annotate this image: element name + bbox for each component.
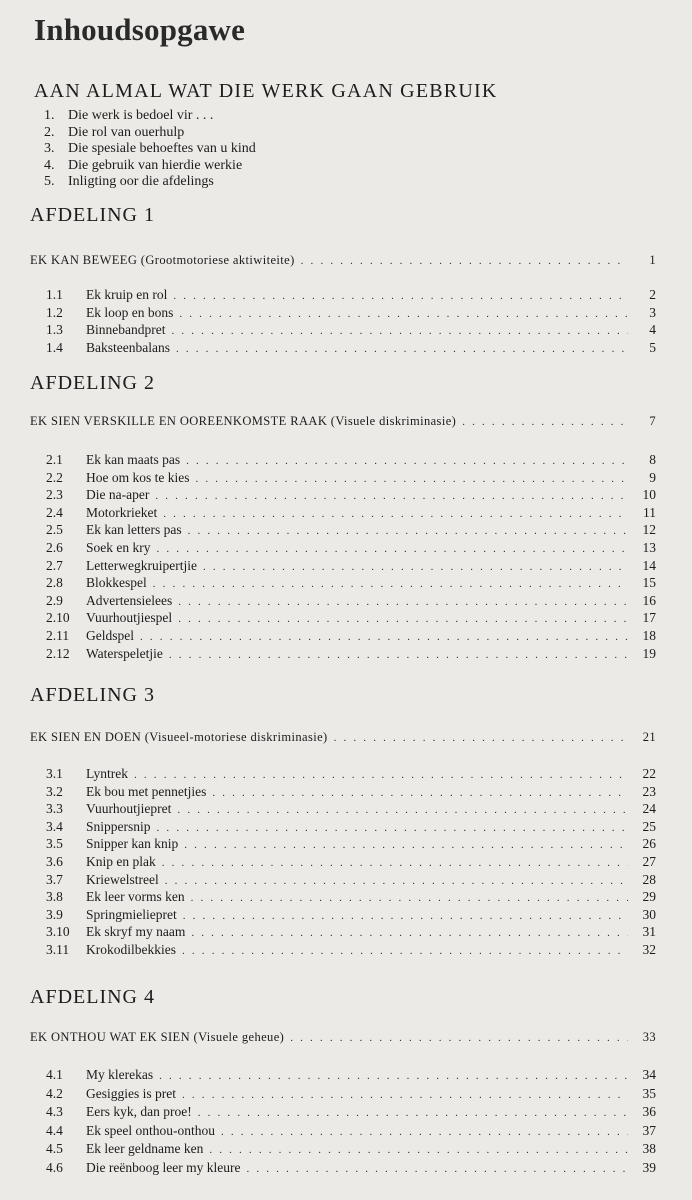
entry-number: 1.1: [46, 287, 63, 302]
entry-title: Ek kan maats pas: [86, 452, 181, 467]
page-number: 1: [649, 253, 656, 267]
page-number: 24: [642, 801, 656, 817]
entry-title: Knip en plak: [86, 854, 156, 869]
dot-leader: [191, 892, 628, 904]
page-number: 18: [642, 628, 656, 643]
toc-entry: [46, 1067, 656, 1083]
page-number: 14: [642, 557, 656, 573]
entry-number: 1.4: [46, 340, 63, 356]
page-number: 13: [642, 540, 656, 555]
chapter-entry: [30, 253, 656, 268]
intro-item: 5. Inligting oor die afdelings: [44, 174, 214, 189]
entry-title: My klerekas: [86, 1067, 154, 1082]
intro-heading: AAN ALMAL WAT DIE WERK GAAN GEBRUIK: [34, 80, 498, 102]
dot-leader: [177, 804, 628, 816]
entry-title: Eers kyk, dan proe!: [86, 1104, 192, 1119]
dot-leader: [212, 787, 628, 799]
toc-entry: [46, 854, 656, 870]
page-number: 15: [642, 575, 656, 591]
entry-title: Lyntrek: [86, 766, 128, 781]
page-number: 35: [642, 1085, 656, 1101]
toc-entry: [46, 305, 656, 321]
chapter-entry: [30, 414, 656, 429]
entry-title: Hoe om kos te kies: [86, 469, 190, 485]
dot-leader: [186, 455, 628, 467]
entry-title: Gesiggies is pret: [86, 1085, 176, 1101]
page-number: 7: [649, 414, 656, 428]
toc-entry: [46, 505, 656, 521]
dot-leader: [184, 839, 628, 851]
section-heading: AFDELING 3: [30, 684, 155, 706]
entry-number: 4.1: [46, 1067, 63, 1082]
page-number: 34: [642, 1067, 656, 1082]
dot-leader: [183, 910, 628, 922]
page-number: 39: [642, 1159, 656, 1175]
toc-entry: [46, 322, 656, 338]
entry-title: Ek bou met pennetjies: [86, 783, 207, 799]
page-number: 2: [649, 287, 656, 302]
entry-number: 2.6: [46, 540, 63, 555]
entry-title: Soek en kry: [86, 540, 151, 555]
dot-leader: [246, 1163, 628, 1175]
toc-entry: [46, 1123, 656, 1139]
toc-entry: [46, 522, 656, 538]
intro-item: 2. Die rol van ouerhulp: [44, 124, 185, 140]
entry-number: 3.3: [46, 801, 63, 817]
page-number: 38: [642, 1141, 656, 1156]
dot-leader: [163, 508, 628, 520]
toc-entry: [46, 340, 656, 356]
dot-leader: [290, 1032, 628, 1044]
entry-title: Snippersnip: [86, 818, 151, 834]
page-number: 26: [642, 836, 656, 852]
toc-entry: [46, 836, 656, 852]
entry-title: Die na-aper: [86, 487, 150, 503]
entry-title: Ek skryf my naam: [86, 924, 186, 940]
toc-entry: [46, 628, 656, 644]
intro-list: [44, 108, 256, 191]
dot-leader: [301, 255, 628, 267]
toc-entry: [46, 801, 656, 817]
toc-entry: [46, 907, 656, 923]
page-number: 25: [642, 818, 656, 834]
dot-leader: [140, 631, 628, 643]
toc-entry: [46, 610, 656, 626]
dot-leader: [221, 1126, 628, 1138]
intro-item: 1. Die werk is bedoel vir . . .: [44, 108, 214, 123]
entry-number: 3.8: [46, 889, 63, 905]
entry-number: 2.5: [46, 522, 63, 538]
entry-title: Ek loop en bons: [86, 304, 174, 320]
dot-leader: [462, 416, 628, 428]
dot-leader: [179, 308, 628, 320]
entry-title: Vuurhoutjiepret: [86, 801, 172, 817]
page-number: 8: [649, 452, 656, 467]
dot-leader: [182, 1089, 628, 1101]
page-number: 29: [642, 889, 656, 905]
dot-leader: [153, 578, 628, 590]
entry-number: 2.4: [46, 504, 63, 520]
toc-entry: [46, 646, 656, 662]
chapter-title: EK KAN BEWEEG (Grootmotoriese aktiwiteite): [30, 253, 295, 267]
entry-number: 2.2: [46, 469, 63, 485]
entry-number: 3.1: [46, 766, 63, 781]
page-number: 31: [642, 924, 656, 940]
entry-title: Springmieliepret: [86, 906, 177, 922]
entry-number: 3.2: [46, 783, 63, 799]
toc-entry: [46, 889, 656, 905]
page-number: 23: [642, 783, 656, 799]
entry-number: 2.7: [46, 557, 63, 573]
toc-entry: [46, 287, 656, 303]
page-number: 32: [642, 942, 656, 957]
dot-leader: [334, 732, 628, 744]
page-number: 36: [642, 1104, 656, 1119]
page-number: 33: [642, 1030, 656, 1044]
dot-leader: [159, 1070, 628, 1082]
page-number: 28: [642, 871, 656, 887]
entry-title: Ek kan letters pas: [86, 522, 182, 538]
toc-entry: [46, 819, 656, 835]
toc-entry: [46, 924, 656, 940]
entry-number: 1.3: [46, 322, 63, 338]
entry-number: 2.12: [46, 645, 70, 661]
entry-title: Blokkespel: [86, 575, 147, 591]
entry-number: 4.6: [46, 1159, 63, 1175]
entry-number: 2.10: [46, 610, 70, 626]
dot-leader: [134, 769, 628, 781]
page-number: 11: [643, 504, 656, 520]
toc-entry: [46, 1086, 656, 1102]
entry-title: Motorkrieket: [86, 504, 158, 520]
dot-leader: [165, 875, 628, 887]
page-number: 27: [642, 854, 656, 869]
chapter-title: EK ONTHOU WAT EK SIEN (Visuele geheue): [30, 1030, 285, 1044]
dot-leader: [182, 945, 628, 957]
dot-leader: [157, 822, 628, 834]
entry-title: Binnebandpret: [86, 322, 166, 338]
page-number: 21: [642, 730, 656, 744]
toc-entry: [46, 942, 656, 958]
page-title: Inhoudsopgawe: [34, 12, 246, 47]
toc-entry: [46, 1160, 656, 1176]
entry-number: 3.11: [46, 942, 70, 957]
page-number: 37: [642, 1122, 656, 1138]
chapter-title: EK SIEN EN DOEN (Visueel-motoriese diskriminasie): [30, 730, 328, 744]
dot-leader: [188, 525, 628, 537]
dot-leader: [191, 927, 628, 939]
page-number: 12: [642, 522, 656, 538]
chapter-entry: [30, 730, 656, 745]
entry-number: 3.6: [46, 854, 63, 869]
entry-number: 2.9: [46, 592, 63, 608]
page-number: 9: [649, 469, 656, 485]
page-number: 19: [642, 645, 656, 661]
toc-entry: [46, 593, 656, 609]
toc-entry: [46, 487, 656, 503]
dot-leader: [209, 1144, 628, 1156]
entry-number: 2.8: [46, 575, 63, 591]
toc-entry: [46, 452, 656, 468]
entry-number: 2.11: [46, 628, 70, 643]
entry-number: 3.9: [46, 906, 63, 922]
page-number: 17: [642, 610, 656, 626]
section-heading: AFDELING 2: [30, 372, 155, 394]
entry-title: Vuurhoutjiespel: [86, 610, 173, 626]
toc-entry: [46, 470, 656, 486]
toc-entry: [46, 575, 656, 591]
page-number: 3: [649, 304, 656, 320]
dot-leader: [178, 596, 628, 608]
entry-number: 3.10: [46, 924, 70, 940]
entry-number: 3.4: [46, 818, 63, 834]
entry-title: Advertensielees: [86, 592, 173, 608]
dot-leader: [173, 290, 628, 302]
toc-entry: [46, 558, 656, 574]
entry-title: Die reënboog leer my kleure: [86, 1159, 241, 1175]
entry-title: Waterspeletjie: [86, 645, 163, 661]
entry-title: Krokodilbekkies: [86, 942, 176, 957]
dot-leader: [169, 649, 628, 661]
toc-entry: [46, 784, 656, 800]
entry-number: 4.4: [46, 1122, 63, 1138]
entry-title: Geldspel: [86, 628, 134, 643]
dot-leader: [178, 613, 628, 625]
entry-title: Ek kruip en rol: [86, 287, 168, 302]
dot-leader: [155, 490, 628, 502]
entry-number: 3.7: [46, 871, 63, 887]
dot-leader: [198, 1107, 628, 1119]
dot-leader: [196, 473, 629, 485]
dot-leader: [157, 543, 629, 555]
page-number: 30: [642, 906, 656, 922]
dot-leader: [176, 343, 628, 355]
entry-number: 1.2: [46, 304, 63, 320]
section-heading: AFDELING 1: [30, 204, 155, 226]
entry-number: 4.5: [46, 1141, 63, 1156]
page-number: 4: [649, 322, 656, 338]
dot-leader: [162, 857, 628, 869]
entry-title: Snipper kan knip: [86, 836, 179, 852]
page-number: 5: [649, 340, 656, 356]
entry-title: Ek leer vorms ken: [86, 889, 185, 905]
intro-item: 3. Die spesiale behoeftes van u kind: [44, 141, 256, 156]
entry-number: 4.3: [46, 1104, 63, 1119]
entry-number: 2.3: [46, 487, 63, 503]
entry-title: Ek leer geldname ken: [86, 1141, 204, 1156]
page-number: 22: [642, 766, 656, 781]
entry-title: Kriewelstreel: [86, 871, 159, 887]
entry-title: Baksteenbalans: [86, 340, 170, 356]
entry-number: 2.1: [46, 452, 63, 467]
page-number: 16: [642, 592, 656, 608]
dot-leader: [203, 561, 628, 573]
toc-entry: [46, 540, 656, 556]
entry-number: 4.2: [46, 1085, 63, 1101]
entry-number: 3.5: [46, 836, 63, 852]
toc-entry: [46, 1104, 656, 1120]
toc-entry: [46, 766, 656, 782]
dot-leader: [171, 325, 628, 337]
page-number: 10: [642, 487, 656, 503]
section-heading: AFDELING 4: [30, 986, 155, 1008]
entry-title: Ek speel onthou-onthou: [86, 1122, 215, 1138]
intro-item: 4. Die gebruik van hierdie werkie: [44, 157, 243, 173]
toc-entry: [46, 872, 656, 888]
chapter-title: EK SIEN VERSKILLE EN OOREENKOMSTE RAAK (Visuele diskriminasie): [30, 414, 457, 428]
chapter-entry: [30, 1030, 656, 1045]
entry-title: Letterwegkruipertjie: [86, 557, 197, 573]
toc-entry: [46, 1141, 656, 1157]
